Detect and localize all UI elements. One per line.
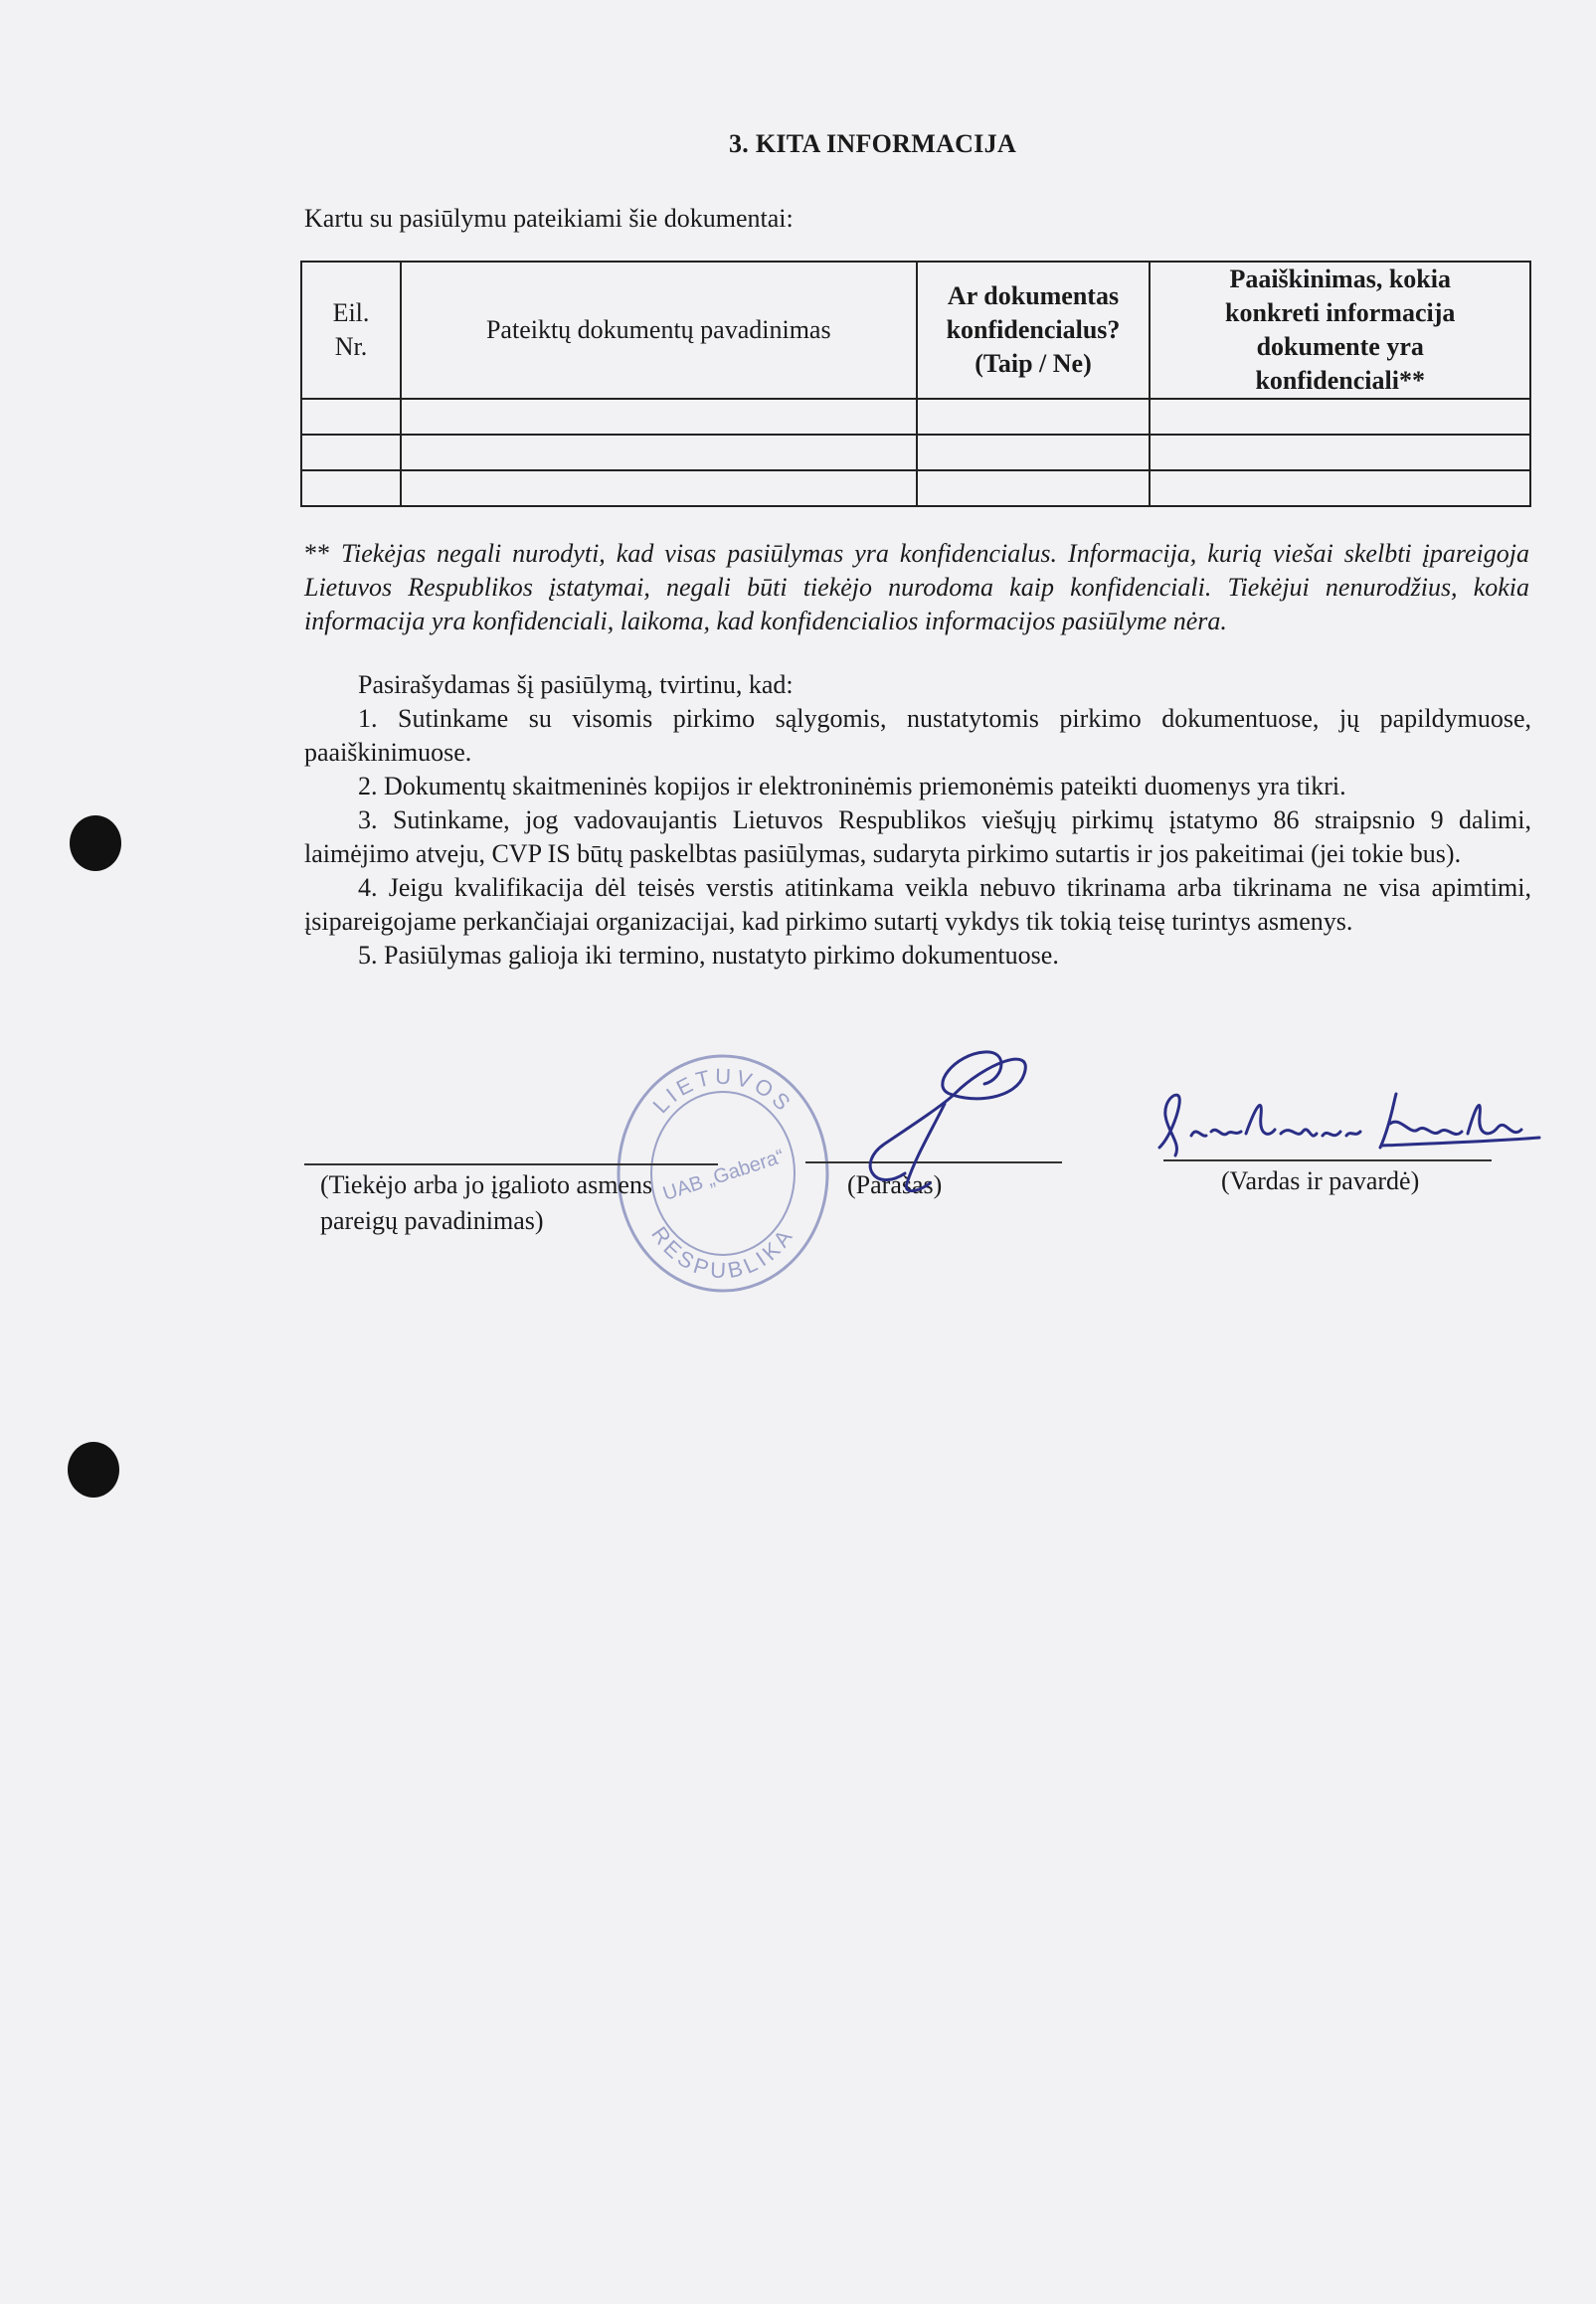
table-cell <box>301 399 401 435</box>
statement-item: 4. Jeigu kvalifikacija dėl teisės verstis atitinkama veikla nebuvo tikrinama arba tikrinama ne visa apimtimi, įsipareigojame perkančiajai organizacijai, kad pirkimo sutartį vykdys tik tokią teisę turintys asmenys. <box>304 873 1531 936</box>
name-caption: (Vardas ir pavardė) <box>1221 1166 1420 1195</box>
punch-hole-bottom <box>68 1442 119 1498</box>
position-caption-line2: pareigų pavadinimas) <box>320 1206 544 1235</box>
statement-item: 2. Dokumentų skaitmeninės kopijos ir elektroninėmis priemonėmis pateikti duomenys yra tikri. <box>358 772 1346 800</box>
table-cell <box>301 435 401 470</box>
handwritten-name <box>1152 1086 1545 1165</box>
table-cell <box>1150 435 1530 470</box>
table-cell <box>1150 470 1530 506</box>
table-row <box>301 470 1530 506</box>
footnote-text: Tiekėjas negali nurodyti, kad visas pasiūlymas yra konfidencialus. Informacija, kurią viešai skelbti įpareigoja Lietuvos Respublikos įstatymai, negali būti tiekėjo nurodoma kaip konfidenciali. Tiekėjui nenurodžius, kokia informacija yra konfidenciali, laikoma, kad konfidencialios informacijos pasiūlyme nėra. <box>304 539 1529 635</box>
header-document-name: Pateiktų dokumentų pavadinimas <box>401 262 917 399</box>
signature-caption: (Parašas) <box>847 1170 943 1199</box>
header-confidential: Ar dokumentas konfidencialus? (Taip / Ne) <box>917 262 1151 399</box>
table-cell <box>401 470 917 506</box>
position-signature-line <box>304 1163 718 1165</box>
position-caption <box>320 1167 652 1239</box>
stamp-company-text: UAB „Gabera“ <box>659 1145 788 1205</box>
header-no: Eil. Nr. <box>301 262 401 399</box>
table-cell <box>301 470 401 506</box>
statement-item: 1. Sutinkame su visomis pirkimo sąlygomis, nustatytomis pirkimo dokumentuose, jų papildymuose, paaiškinimuose. <box>304 704 1531 767</box>
table-row <box>301 435 1530 470</box>
stamp-bottom-text: RESPUBLIKA <box>646 1221 799 1284</box>
table-cell <box>1150 399 1530 435</box>
table-row <box>301 399 1530 435</box>
table-cell <box>401 399 917 435</box>
confidentiality-footnote <box>304 537 1529 638</box>
statement-item: 3. Sutinkame, jog vadovaujantis Lietuvos Respublikos viešųjų pirkimų įstatymo 86 straipsnio 9 dalimi, laimėjimo atveju, CVP IS būtų paskelbtas pasiūlymas, sudaryta pirkimo sutartis ir jos pakeitimai (jei tokie bus). <box>304 805 1531 868</box>
handwritten-signature <box>835 1024 1054 1213</box>
documents-table <box>300 261 1531 507</box>
table-cell <box>917 399 1151 435</box>
statement-item: 5. Pasiūlymas galioja iki termino, nustatyto pirkimo dokumentuose. <box>358 941 1059 970</box>
punch-hole-top <box>70 815 121 871</box>
table-cell <box>917 470 1151 506</box>
statements-block <box>304 668 1531 973</box>
footnote-mark: ** <box>304 539 330 568</box>
statement-intro: Pasirašydamas šį pasiūlymą, tvirtinu, kad: <box>358 670 794 699</box>
table-cell <box>401 435 917 470</box>
section-heading: 3. KITA INFORMACIJA <box>728 129 1017 158</box>
position-caption-line1: (Tiekėjo arba jo įgalioto asmens <box>320 1170 653 1199</box>
intro-text: Kartu su pasiūlymu pateikiami šie dokumentai: <box>304 204 794 233</box>
header-explanation: Paaiškinimas, kokia konkreti informacija dokumente yra konfidenciali** <box>1150 262 1530 399</box>
table-header-row <box>301 262 1530 399</box>
stamp-top-text: LIETUVOS <box>647 1063 798 1119</box>
table-cell <box>917 435 1151 470</box>
